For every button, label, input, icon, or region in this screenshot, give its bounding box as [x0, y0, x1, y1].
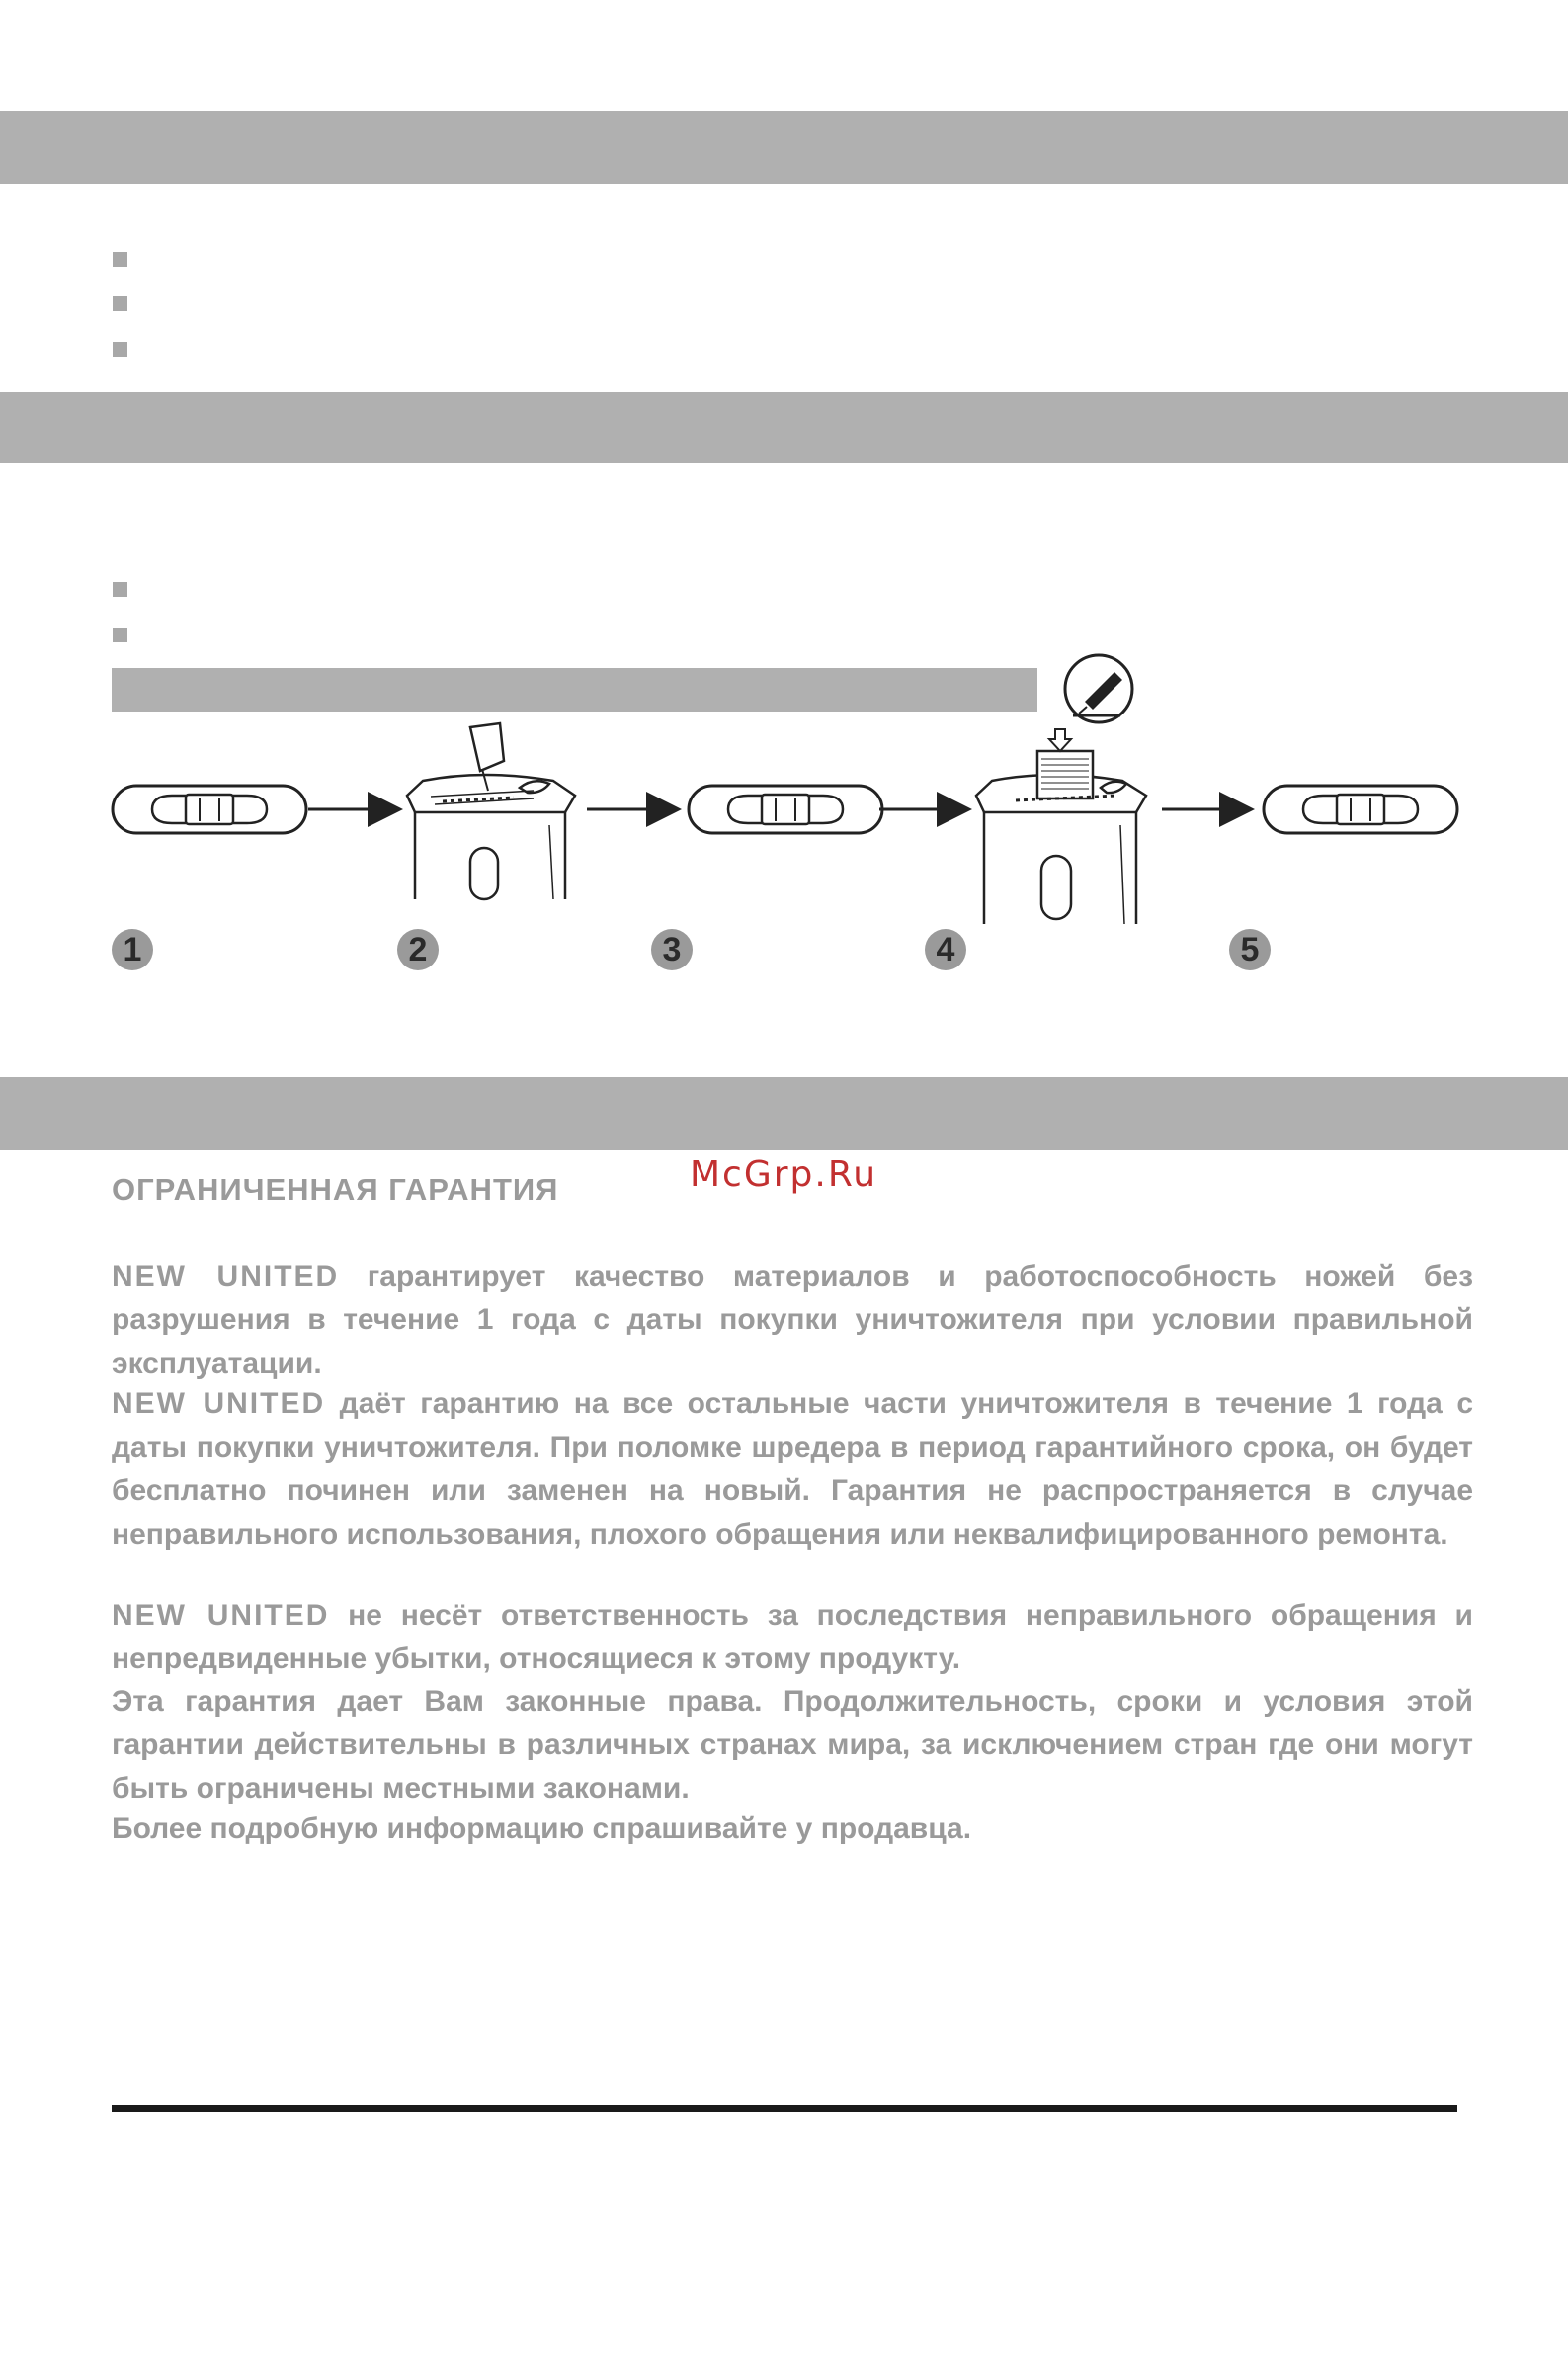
switch-illustration-1: [113, 786, 320, 833]
section-header-band-3: [0, 1077, 1568, 1150]
warranty-paragraph-1: [112, 1255, 1473, 1386]
switch-illustration-3: [689, 786, 896, 833]
watermark: McGrp.Ru: [690, 1154, 878, 1195]
paragraph-text: Эта гарантия дает Вам законные права. Продолжительность, сроки и условия этой гарантии действительны в различных странах мира, за исключением стран где они могут быть ограничены местными законами.: [112, 1685, 1473, 1805]
step-number-1: 1: [112, 929, 153, 970]
shredder-oiling-illustration: [407, 723, 575, 899]
oiling-procedure-diagram: [0, 0, 1568, 988]
paragraph-text: Более подробную информацию спрашивайте у продавца.: [112, 1812, 972, 1845]
switch-illustration-5: [1264, 786, 1471, 833]
warranty-paragraph-4: [112, 1680, 1473, 1810]
step-number-5: 5: [1229, 929, 1271, 970]
paragraph-text: не несёт ответственность за последствия неправильного обращения и непредвиденные убытки, относящиеся к этому продукту.: [112, 1599, 1473, 1675]
bottom-rule: [112, 2105, 1457, 2112]
step-number-4: 4: [925, 929, 966, 970]
step-number-3: 3: [651, 929, 693, 970]
shredder-paper-illustration: [976, 729, 1146, 924]
step-number-2: 2: [397, 929, 439, 970]
brand-name: NEW UNITED: [112, 1260, 340, 1293]
oil-icon: [1065, 655, 1132, 722]
paragraph-text: даёт гарантию на все остальные части уничтожителя в течение 1 года с даты покупки уничтожителя. При поломке шредера в период гарантийного срока, он будет бесплатно починен или заменен на новый. Гарантия не распространяется в случае неправильного использования, плохого обращения или неквалифицированного ремонта.: [112, 1387, 1474, 1551]
brand-name: NEW UNITED: [112, 1387, 326, 1420]
warranty-paragraph-5: [112, 1807, 1473, 1851]
warranty-title: ОГРАНИЧЕННАЯ ГАРАНТИЯ: [112, 1172, 559, 1207]
paragraph-text: гарантирует качество материалов и работоспособность ножей без разрушения в течение 1 года с даты покупки уничтожителя при условии правильной эксплуатации.: [112, 1260, 1473, 1380]
brand-name: NEW UNITED: [112, 1599, 330, 1632]
warranty-paragraph-2: [112, 1383, 1473, 1556]
warranty-paragraph-3: [112, 1594, 1473, 1681]
